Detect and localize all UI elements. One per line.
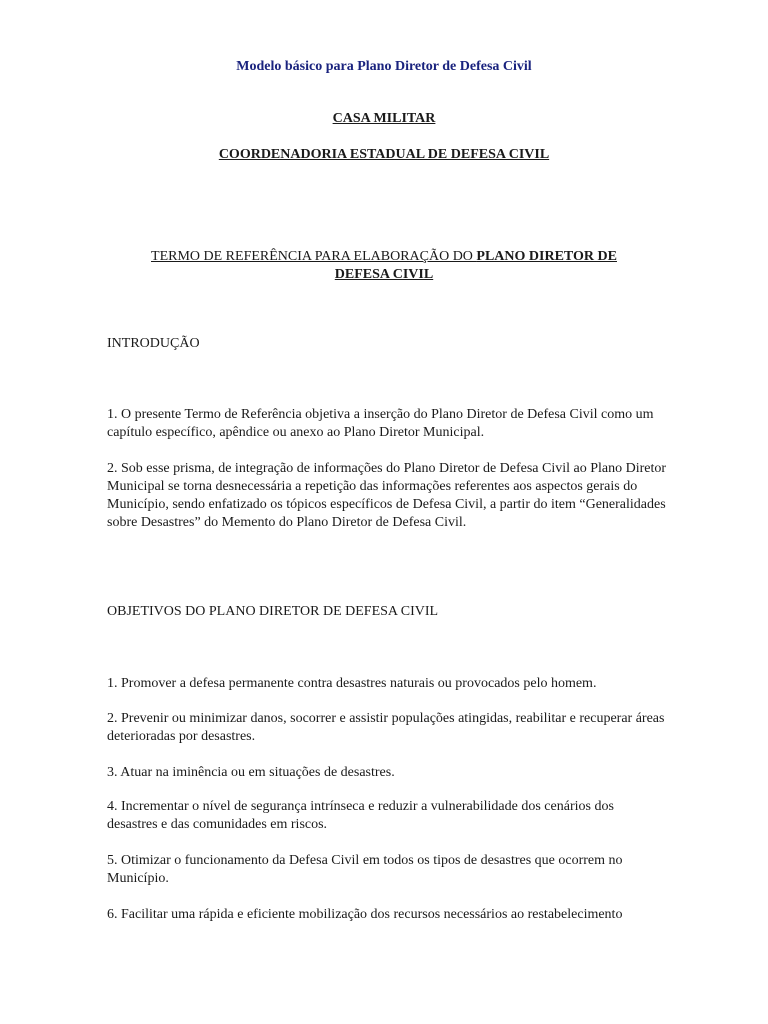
section-intro-heading: INTRODUÇÃO [107,336,200,351]
document-title: Modelo básico para Plano Diretor de Defesa Civil [236,59,532,74]
objective-item-4: 4. Incrementar o nível de segurança intrínseca e reduzir a vulnerabilidade dos cenários dos desastres e das comunidades em riscos. [107,799,614,832]
objective-item-3: 3. Atuar na iminência ou em situações de desastres. [107,765,395,780]
intro-paragraph-2: 2. Sob esse prisma, de integração de informações do Plano Diretor de Defesa Civil ao Plano Diretor Municipal se torna desnecessária a repetição das informações referentes aos aspectos gerais do Município, sendo enfatizado os tópicos específicos de Defesa Civil, a partir do item “Generalidades sobre Desastres” do Memento do Plano Diretor de Defesa Civil. [107,461,667,530]
objective-item-2: 2. Prevenir ou minimizar danos, socorrer e assistir populações atingidas, reabilitar e recuperar áreas deterioradas por desastres. [107,711,665,744]
intro-paragraph-1: 1. O presente Termo de Referência objetiva a inserção do Plano Diretor de Defesa Civil como um capítulo específico, apêndice ou anexo ao Plano Diretor Municipal. [107,407,654,440]
termo-bold: PLANO DIRETOR DE DEFESA CIVIL [334,249,617,282]
org-line-coordenadoria: COORDENADORIA ESTADUAL DE DEFESA CIVIL [218,147,550,162]
objective-item-6: 6. Facilitar uma rápida e eficiente mobilização dos recursos necessários ao restabelecimento [107,907,623,922]
termo-heading [124,248,644,284]
objective-item-1: 1. Promover a defesa permanente contra desastres naturais ou provocados pelo homem. [107,676,597,691]
section-objectives-heading: OBJETIVOS DO PLANO DIRETOR DE DEFESA CIVIL [107,604,439,619]
org-line-casa-militar: CASA MILITAR [332,111,436,126]
objective-item-5: 5. Otimizar o funcionamento da Defesa Civil em todos os tipos de desastres que ocorrem no Município. [107,853,623,886]
termo-prefix: TERMO DE REFERÊNCIA PARA ELABORAÇÃO DO [151,249,477,264]
